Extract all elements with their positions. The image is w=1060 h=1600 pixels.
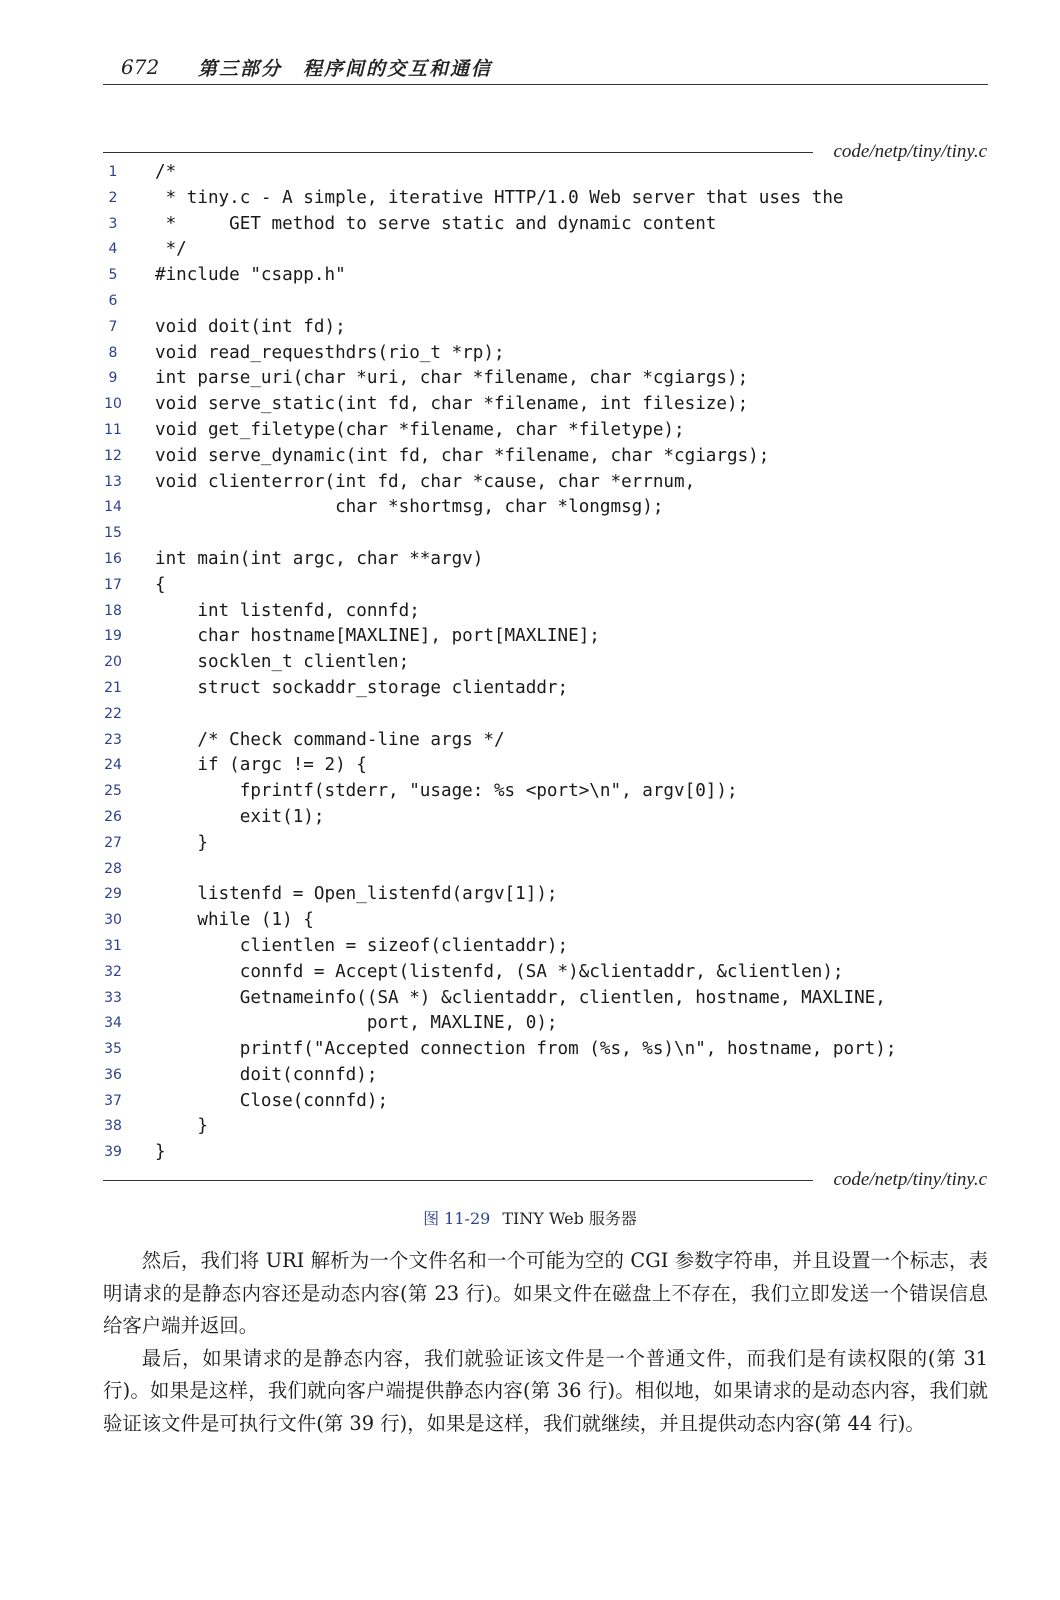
code-text: char *shortmsg, char *longmsg); [155, 497, 664, 518]
line-number: 19 [104, 628, 122, 645]
code-text: connfd = Accept(listenfd, (SA *)&clientaddr, &clientlen); [155, 961, 844, 982]
code-text: exit(1); [155, 806, 325, 827]
code-line [103, 315, 988, 341]
code-text: Getnameinfo((SA *) &clientaddr, clientlen, hostname, MAXLINE, [155, 987, 886, 1008]
code-line [103, 624, 988, 650]
code-line [103, 341, 988, 367]
code-line [103, 599, 988, 625]
line-number: 25 [104, 783, 122, 800]
code-line [103, 831, 988, 857]
line-number: 33 [104, 989, 122, 1006]
line-number: 2 [108, 189, 118, 206]
code-path-top: code/netp/tiny/tiny.c [833, 141, 987, 162]
code-line [103, 212, 988, 238]
line-number: 17 [104, 576, 122, 593]
line-number: 9 [108, 370, 118, 387]
line-number: 32 [104, 963, 122, 980]
code-text: printf("Accepted connection from (%s, %s)\n", hostname, port); [155, 1039, 897, 1060]
code-text: socklen_t clientlen; [155, 652, 410, 673]
code-text: port, MAXLINE, 0); [155, 1013, 558, 1034]
line-number: 38 [104, 1118, 122, 1135]
code-text: if (argc != 2) { [155, 755, 367, 776]
code-path-bottom: code/netp/tiny/tiny.c [833, 1169, 987, 1190]
part-title: 第三部分 程序间的交互和通信 [198, 58, 493, 80]
line-number: 36 [104, 1066, 122, 1083]
code-line [103, 676, 988, 702]
code-text: void read_requesthdrs(rio_t *rp); [155, 342, 505, 363]
code-text: while (1) { [155, 910, 314, 931]
code-text: Close(connfd); [155, 1090, 389, 1111]
code-text: listenfd = Open_listenfd(argv[1]); [155, 884, 558, 905]
code-text: } [155, 1142, 166, 1163]
code-line [103, 753, 988, 779]
code-text: int main(int argc, char **argv) [155, 548, 484, 569]
code-line [103, 366, 988, 392]
code-bottom-rule [103, 1180, 813, 1181]
code-line [103, 392, 988, 418]
line-number: 29 [104, 886, 122, 903]
line-number: 15 [104, 525, 122, 542]
code-text: char hostname[MAXLINE], port[MAXLINE]; [155, 626, 600, 647]
code-text: /* Check command-line args */ [155, 729, 505, 750]
code-text: * GET method to serve static and dynamic content [155, 213, 717, 234]
figure-label: 图 11-29 [423, 1209, 491, 1228]
code-line [103, 1063, 988, 1089]
code-line [103, 160, 988, 186]
line-number: 10 [104, 396, 122, 413]
code-top-rule [103, 152, 813, 153]
code-text: void clienterror(int fd, char *cause, char *errnum, [155, 471, 696, 492]
code-line [103, 1037, 988, 1063]
code-line [103, 960, 988, 986]
line-number: 26 [104, 808, 122, 825]
line-number: 11 [104, 421, 122, 438]
line-number: 39 [104, 1144, 122, 1161]
line-number: 8 [108, 344, 118, 361]
code-line [103, 779, 988, 805]
code-text: int parse_uri(char *uri, char *filename, char *cgiargs); [155, 368, 749, 389]
line-number: 31 [104, 937, 122, 954]
line-number: 20 [104, 654, 122, 671]
code-text: void doit(int fd); [155, 316, 346, 337]
line-number: 30 [104, 912, 122, 929]
code-line [103, 237, 988, 263]
code-text: void serve_static(int fd, char *filename, int filesize); [155, 394, 749, 415]
line-number: 27 [104, 834, 122, 851]
body-text [103, 1245, 988, 1440]
code-text: fprintf(stderr, "usage: %s <port>\n", argv[0]); [155, 781, 738, 802]
line-number: 24 [104, 757, 122, 774]
figure-caption [0, 1206, 1060, 1229]
line-number: 34 [104, 1015, 122, 1032]
code-line [103, 495, 988, 521]
code-line [103, 289, 988, 315]
code-line [103, 263, 988, 289]
code-line [103, 470, 988, 496]
line-number: 28 [104, 860, 122, 877]
line-number: 18 [104, 602, 122, 619]
code-text: void serve_dynamic(int fd, char *filename, char *cgiargs); [155, 445, 770, 466]
line-number: 35 [104, 1041, 122, 1058]
code-text: } [155, 1116, 208, 1137]
line-number: 6 [108, 292, 118, 309]
code-text: clientlen = sizeof(clientaddr); [155, 935, 569, 956]
line-number: 23 [104, 731, 122, 748]
figure-title: TINY Web 服务器 [502, 1209, 637, 1228]
code-line [103, 857, 988, 883]
code-line [103, 908, 988, 934]
code-line [103, 1140, 988, 1166]
code-listing [103, 160, 988, 1166]
line-number: 1 [108, 164, 118, 180]
line-number: 5 [108, 267, 118, 284]
code-text: */ [155, 239, 187, 260]
line-number: 12 [104, 447, 122, 464]
line-number: 16 [104, 550, 122, 567]
code-line [103, 1114, 988, 1140]
line-number: 3 [108, 215, 118, 232]
paragraph: 然后，我们将 URI 解析为一个文件名和一个可能为空的 CGI 参数字符串，并且设置一个标志，表明请求的是静态内容还是动态内容(第 23 行)。如果文件在磁盘上不存在，我们立即发送一个错误信息给客户端并返回。 [103, 1249, 988, 1337]
page-number: 672 [121, 55, 160, 79]
code-text: /* [155, 162, 177, 182]
code-line [103, 521, 988, 547]
code-text: doit(connfd); [155, 1064, 378, 1085]
code-line [103, 805, 988, 831]
line-number: 13 [104, 473, 122, 490]
line-number: 4 [108, 241, 118, 258]
code-line [103, 1089, 988, 1115]
code-text: #include "csapp.h" [155, 265, 346, 286]
code-line [103, 186, 988, 212]
code-line [103, 418, 988, 444]
code-line [103, 547, 988, 573]
page-header [103, 50, 988, 85]
code-text: int listenfd, connfd; [155, 600, 420, 621]
code-line [103, 934, 988, 960]
code-line [103, 573, 988, 599]
line-number: 21 [104, 679, 122, 696]
line-number: 37 [104, 1092, 122, 1109]
code-line [103, 702, 988, 728]
line-number: 14 [104, 499, 122, 516]
code-line [103, 650, 988, 676]
code-text: void get_filetype(char *filename, char *filetype); [155, 419, 685, 440]
line-number: 7 [108, 318, 118, 335]
code-text: } [155, 832, 208, 853]
code-text: * tiny.c - A simple, iterative HTTP/1.0 Web server that uses the [155, 187, 844, 208]
code-line [103, 728, 988, 754]
code-line [103, 444, 988, 470]
paragraph: 最后，如果请求的是静态内容，我们就验证该文件是一个普通文件，而我们是有读权限的(第 31 行)。如果是这样，我们就向客户端提供静态内容(第 36 行)。相似地，如果请求的是动态内容，我们就验证该文件是可执行文件(第 39 行)，如果是这样，我们就继续，并且提供动态内容(第 44 行)。 [103, 1346, 988, 1435]
code-line [103, 1011, 988, 1037]
code-line [103, 882, 988, 908]
line-number: 22 [104, 705, 122, 722]
code-line [103, 986, 988, 1012]
code-text: { [155, 574, 166, 595]
code-text: struct sockaddr_storage clientaddr; [155, 677, 569, 698]
